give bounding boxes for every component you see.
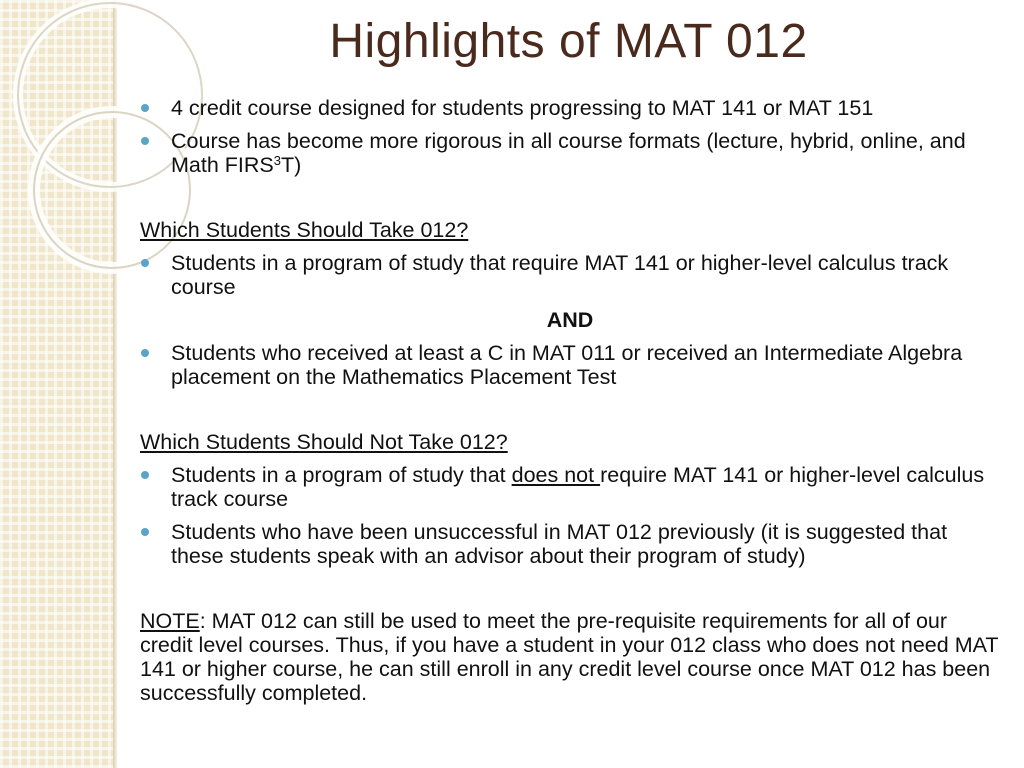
note-label: NOTE [140, 609, 200, 633]
slide-title: Highlights of MAT 012 [329, 15, 808, 68]
should-take-bullet-1: Students in a program of study that require MAT 141 or higher-level calculus track course [140, 251, 1000, 299]
and-label: AND [546, 308, 594, 332]
spacer [140, 186, 1000, 218]
should-not-take-bullet-1: Students in a program of study that does not require MAT 141 or higher-level calculus track course [140, 463, 1000, 511]
slide-body [140, 96, 1000, 705]
note-paragraph [140, 609, 1000, 705]
superscript-three: 3 [273, 153, 281, 168]
spacer [140, 398, 1000, 430]
note-text: : MAT 012 can still be used to meet the pre-requisite requirements for all of our credit level courses. Thus, if you have a student in your 012 class who does not need MAT 141 or higher course, he can still enroll in any credit level course once MAT 012 has been successfully completed. [140, 609, 999, 705]
spacer [140, 577, 1000, 609]
intro-bullet-1: 4 credit course designed for students progressing to MAT 141 or MAT 151 [140, 96, 1000, 120]
should-not-take-heading: Which Students Should Not Take 012? [140, 430, 508, 454]
should-take-bullet-2: Students who received at least a C in MAT 011 or received an Intermediate Algebra placement on the Mathematics Placement Test [140, 341, 1000, 389]
intro-bullet-2: Course has become more rigorous in all course formats (lecture, hybrid, online, and Math FIRS$^3$T) [140, 129, 1000, 177]
does-not-emphasis: does not [511, 463, 601, 487]
should-take-heading: Which Students Should Take 012? [140, 218, 469, 242]
should-not-take-bullet-2: Students who have been unsuccessful in MAT 012 previously (it is suggested that these students speak with an advisor about their program of study) [140, 520, 1000, 568]
